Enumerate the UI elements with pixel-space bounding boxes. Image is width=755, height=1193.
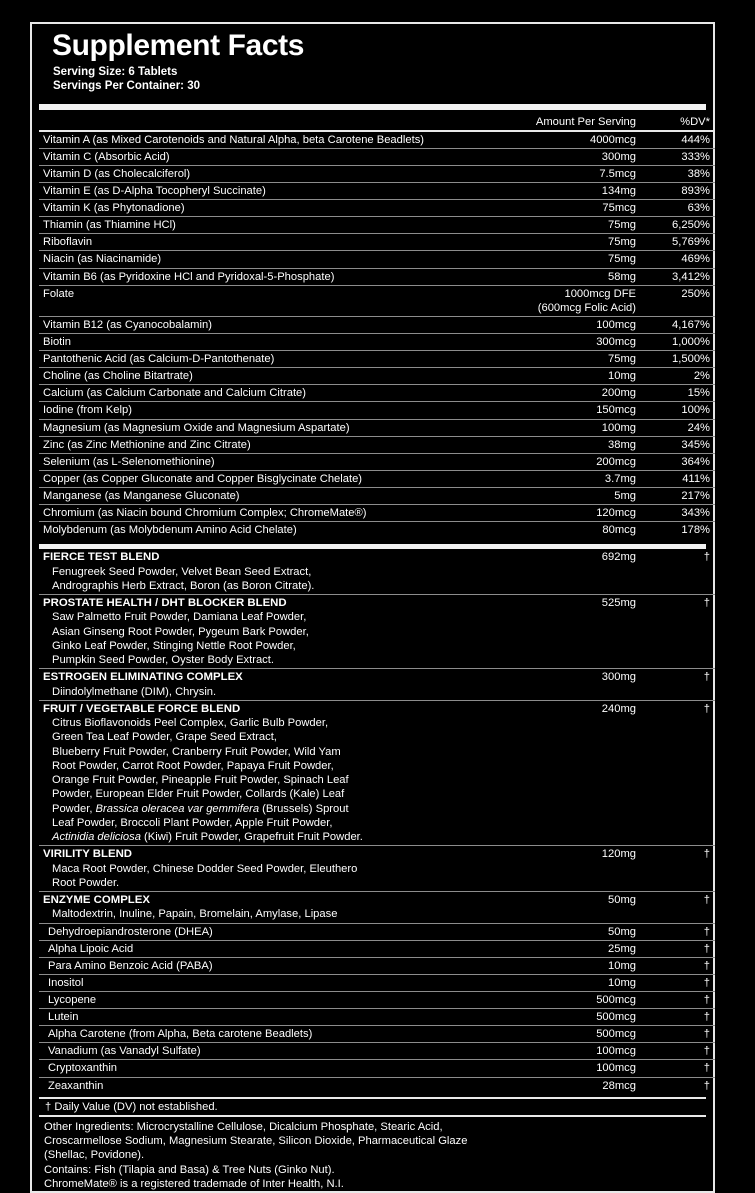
daily-value-header: %DV* (636, 114, 715, 131)
nutrient-daily-value: 469% (636, 251, 715, 268)
table-row (39, 351, 715, 368)
table-row (39, 1026, 715, 1043)
nutrient-name: Vanadium (as Vanadyl Sulfate) (39, 1043, 461, 1060)
supplement-facts-panel (30, 22, 715, 1193)
nutrient-daily-value: † (636, 957, 715, 974)
nutrient-daily-value: 2% (636, 368, 715, 385)
nutrient-name: Zinc (as Zinc Methionine and Zinc Citrate) (39, 436, 461, 453)
blend-daily-value: † (636, 595, 715, 669)
nutrient-amount: 28mcg (461, 1077, 636, 1094)
nutrient-name: Calcium (as Calcium Carbonate and Calcium Citrate) (39, 385, 461, 402)
nutrient-daily-value: † (636, 974, 715, 991)
other-ingredients-line: ChromeMate® is a registered trademade of Inter Health, N.I. (44, 1177, 344, 1190)
nutrient-amount: 38mg (461, 436, 636, 453)
blend-title: ESTROGEN ELIMINATING COMPLEX (43, 671, 243, 684)
nutrient-daily-value: † (636, 1060, 715, 1077)
nutrient-name: Vitamin A (as Mixed Carotenoids and Natural Alpha, beta Carotene Beadlets) (43, 133, 425, 146)
blend-ingredient-line: Blueberry Fruit Powder, Cranberry Fruit Powder, Wild Yam (52, 745, 341, 758)
blend-daily-value: † (636, 846, 715, 892)
table-row (39, 505, 715, 522)
table-row (39, 992, 715, 1009)
nutrient-amount: 4000mcg (589, 133, 636, 146)
blend-row (39, 700, 715, 845)
nutrient-amount: 50mg (461, 923, 636, 940)
nutrient-name: Riboflavin (39, 234, 461, 251)
blend-title: FIERCE TEST BLEND (43, 551, 160, 564)
nutrient-daily-value: † (636, 1043, 715, 1060)
blend-amount: 525mg (461, 595, 636, 669)
nutrient-name: Para Amino Benzoic Acid (PABA) (39, 957, 461, 974)
blend-title: PROSTATE HEALTH / DHT BLOCKER BLEND (43, 597, 287, 610)
other-ingredients-line: Other Ingredients: Microcrystalline Cellulose, Dicalcium Phosphate, Stearic Acid, (44, 1120, 443, 1133)
blend-amount: 50mg (461, 892, 636, 924)
nutrient-rows-body (39, 132, 715, 539)
blend-ingredient-line: Green Tea Leaf Powder, Grape Seed Extract, (52, 731, 277, 744)
nutrient-name: Vitamin D (as Cholecalciferol) (39, 165, 461, 182)
nutrient-amount: 5mg (461, 487, 636, 504)
blend-title: ENZYME COMPLEX (43, 894, 150, 906)
nutrient-daily-value: † (636, 1009, 715, 1026)
table-row (39, 1043, 715, 1060)
blend-daily-value: † (636, 700, 715, 845)
nutrient-daily-value: 893% (636, 182, 715, 199)
table-row (39, 419, 715, 436)
nutrient-amount: 75mg (461, 234, 636, 251)
nutrient-amount: 25mg (461, 940, 636, 957)
blend-ingredient-line: Saw Palmetto Fruit Powder, Damiana Leaf Powder, (52, 611, 307, 624)
blend-row (39, 669, 715, 701)
table-row (39, 487, 715, 504)
nutrient-amount: 80mcg (461, 522, 636, 539)
blend-name-cell (39, 700, 461, 845)
blend-title: FRUIT / VEGETABLE FORCE BLEND (43, 702, 241, 715)
nutrient-daily-value: 5,769% (636, 234, 715, 251)
nutrient-rows-table (39, 132, 715, 539)
table-row (39, 453, 715, 470)
nutrients-header-row (39, 114, 715, 131)
blend-ingredient-line: Powder, Brassica oleracea var gemmifera (Brussels) Sprout (52, 802, 349, 815)
nutrient-name: Lutein (39, 1009, 461, 1026)
blend-row (39, 846, 715, 892)
nutrient-amount: 75mg (461, 217, 636, 234)
other-ingredients-line: Contains: Fish (Tilapia and Basa) & Tree Nuts (Ginko Nut). (44, 1163, 335, 1176)
blend-amount: 240mg (461, 700, 636, 845)
latin-name: Brassica oleracea var gemmifera (95, 802, 260, 815)
panel-inner (32, 30, 713, 99)
blend-name-cell (39, 549, 461, 594)
table-row (39, 132, 715, 149)
nutrient-amount: 3.7mg (461, 470, 636, 487)
nutrient-daily-value: 333% (636, 148, 715, 165)
table-row (39, 316, 715, 333)
nutrient-daily-value: 4,167% (636, 316, 715, 333)
nutrient-daily-value: 411% (636, 470, 715, 487)
table-row (39, 385, 715, 402)
nutrient-amount: 150mcg (461, 402, 636, 419)
blend-row (39, 892, 715, 924)
nutrient-amount: 100mg (461, 419, 636, 436)
nutrient-daily-value: 3,412% (636, 268, 715, 285)
blend-ingredient-line: Asian Ginseng Root Powder, Pygeum Bark Powder, (52, 625, 309, 638)
nutrients-blends-gap (39, 538, 706, 541)
nutrient-amount: 300mg (461, 148, 636, 165)
nutrient-name: Vitamin B12 (as Cyanocobalamin) (39, 316, 461, 333)
blend-ingredient-line: Diindolylmethane (DIM), Chrysin. (52, 685, 217, 698)
nutrient-name: Cryptoxanthin (39, 1060, 461, 1077)
nutrient-amount: 7.5mcg (461, 165, 636, 182)
table-row (39, 923, 715, 940)
nutrient-name-header (39, 114, 461, 131)
other-ingredients-line: (Shellac, Povidone). (44, 1149, 145, 1162)
nutrient-daily-value: 1,500% (636, 351, 715, 368)
blend-name-cell (39, 595, 461, 669)
blend-ingredient-line: Actinidia deliciosa (Kiwi) Fruit Powder, Grapefruit Fruit Powder. (52, 830, 363, 843)
nutrient-amount: 500mcg (461, 1026, 636, 1043)
table-row (39, 470, 715, 487)
blend-ingredient-line: Root Powder, Carrot Root Powder, Papaya Fruit Powder, (52, 759, 334, 772)
blend-ingredient-line: Maca Root Powder, Chinese Dodder Seed Powder, Eleuthero (52, 862, 358, 875)
table-row (39, 148, 715, 165)
nutrient-name: Alpha Lipoic Acid (39, 940, 461, 957)
nutrient-daily-value: 343% (636, 505, 715, 522)
nutrient-daily-value: 100% (636, 402, 715, 419)
blend-ingredient-line: Root Powder. (52, 876, 120, 889)
blend-daily-value: † (703, 551, 710, 564)
nutrient-name: Thiamin (as Thiamine HCl) (39, 217, 461, 234)
nutrient-amount: 100mcg (461, 316, 636, 333)
nutrient-amount: 200mcg (461, 453, 636, 470)
nutrient-name: Folate (39, 285, 461, 316)
nutrient-name: Vitamin B6 (as Pyridoxine HCl and Pyridoxal-5-Phosphate) (39, 268, 461, 285)
blend-ingredient-line: Orange Fruit Powder, Pineapple Fruit Powder, Spinach Leaf (52, 774, 349, 787)
nutrient-name: Zeaxanthin (39, 1077, 461, 1094)
blends-table-body (39, 549, 715, 1093)
nutrient-daily-value: † (636, 923, 715, 940)
nutrient-name: Alpha Carotene (from Alpha, Beta carotene Beadlets) (39, 1026, 461, 1043)
nutrient-amount: 10mg (461, 974, 636, 991)
nutrient-amount: 500mcg (461, 992, 636, 1009)
blend-ingredient-line: Ginko Leaf Powder, Stinging Nettle Root Powder, (52, 639, 296, 652)
blend-ingredient-line: Powder, European Elder Fruit Powder, Collards (Kale) Leaf (52, 788, 345, 801)
blend-ingredient-line: Leaf Powder, Broccoli Plant Powder, Apple Fruit Powder, (52, 816, 333, 829)
nutrient-amount: 200mg (461, 385, 636, 402)
nutrient-name: Inositol (39, 974, 461, 991)
nutrient-amount-secondary: (600mcg Folic Acid) (537, 301, 636, 314)
nutrient-amount: 100mcg (461, 1043, 636, 1060)
nutrient-name: Vitamin K (as Phytonadione) (39, 200, 461, 217)
amount-per-serving-header: Amount Per Serving (461, 114, 636, 131)
nutrient-amount: 100mcg (461, 1060, 636, 1077)
nutrient-name: Vitamin E (as D-Alpha Tocopheryl Succinate) (39, 182, 461, 199)
nutrients-table-body (39, 114, 715, 131)
nutrient-amount: 1000mcg DFE (600mcg Folic Acid) (461, 285, 636, 316)
table-row (39, 165, 715, 182)
table-row (39, 368, 715, 385)
nutrient-name: Magnesium (as Magnesium Oxide and Magnesium Aspartate) (39, 419, 461, 436)
table-row (39, 940, 715, 957)
table-row (39, 182, 715, 199)
nutrient-amount: 10mg (461, 957, 636, 974)
blend-row (39, 595, 715, 669)
nutrient-name: Chromium (as Niacin bound Chromium Complex; ChromeMate®) (39, 505, 461, 522)
nutrient-name: Copper (as Copper Gluconate and Copper Bisglycinate Chelate) (39, 470, 461, 487)
nutrient-amount: 10mg (461, 368, 636, 385)
nutrient-daily-value: 63% (636, 200, 715, 217)
nutrient-name: Selenium (as L-Selenomethionine) (39, 453, 461, 470)
nutrient-name: Iodine (from Kelp) (39, 402, 461, 419)
table-row (39, 285, 715, 316)
servings-per-container-text: Servings Per Container: 30 (53, 79, 200, 92)
nutrient-name: Manganese (as Manganese Gluconate) (39, 487, 461, 504)
blend-ingredient-line: Pumpkin Seed Powder, Oyster Body Extract. (52, 654, 274, 667)
blend-ingredient-line: Citrus Bioflavonoids Peel Complex, Garlic Bulb Powder, (52, 717, 329, 730)
table-row (39, 251, 715, 268)
nutrient-name: Dehydroepiandrosterone (DHEA) (39, 923, 461, 940)
nutrient-daily-value: 6,250% (636, 217, 715, 234)
blend-amount: 300mg (461, 669, 636, 701)
nutrient-name: Lycopene (39, 992, 461, 1009)
nutrient-name: Pantothenic Acid (as Calcium-D-Pantothenate) (39, 351, 461, 368)
table-row (39, 1009, 715, 1026)
other-ingredients-block (32, 1117, 713, 1192)
table-row (39, 333, 715, 350)
nutrient-daily-value: 1,000% (636, 333, 715, 350)
blend-ingredient-line: Maltodextrin, Inuline, Papain, Bromelain, Amylase, Lipase (52, 908, 338, 921)
table-row (39, 268, 715, 285)
nutrient-daily-value: 38% (636, 165, 715, 182)
nutrient-name: Niacin (as Niacinamide) (39, 251, 461, 268)
nutrient-daily-value: † (636, 940, 715, 957)
nutrient-daily-value: 24% (636, 419, 715, 436)
nutrient-daily-value: 15% (636, 385, 715, 402)
nutrient-amount: 134mg (461, 182, 636, 199)
nutrient-amount: 300mcg (461, 333, 636, 350)
table-row (39, 957, 715, 974)
nutrient-name: Biotin (39, 333, 461, 350)
daily-value-footnote: † Daily Value (DV) not established. (39, 1097, 706, 1117)
blend-daily-value: † (636, 892, 715, 924)
nutrient-name: Molybdenum (as Molybdenum Amino Acid Chelate) (39, 522, 461, 539)
blend-name-cell (39, 846, 461, 892)
table-row (39, 402, 715, 419)
nutrient-daily-value: † (636, 1077, 715, 1094)
nutrient-amount: 75mcg (461, 200, 636, 217)
other-ingredients-line: Croscarmellose Sodium, Magnesium Stearate, Silicon Dioxide, Pharmaceutical Glaze (44, 1135, 468, 1147)
table-row (39, 1060, 715, 1077)
nutrient-daily-value: 178% (636, 522, 715, 539)
table-row (39, 974, 715, 991)
nutrient-amount: 500mcg (461, 1009, 636, 1026)
table-row (39, 234, 715, 251)
nutrient-daily-value: 345% (636, 436, 715, 453)
table-row (39, 217, 715, 234)
nutrient-daily-value: † (636, 1026, 715, 1043)
nutrient-amount: 75mg (461, 251, 636, 268)
table-row (39, 522, 715, 539)
nutrient-daily-value: 217% (636, 487, 715, 504)
nutrient-daily-value: 444% (681, 133, 710, 146)
nutrient-daily-value: 364% (636, 453, 715, 470)
nutrient-name: Vitamin C (Absorbic Acid) (39, 148, 461, 165)
nutrient-amount: 120mcg (461, 505, 636, 522)
nutrient-amount: 75mg (461, 351, 636, 368)
table-row (39, 200, 715, 217)
blend-ingredient-line: Fenugreek Seed Powder, Velvet Bean Seed Extract, (52, 565, 312, 578)
nutrient-name: Choline (as Choline Bitartrate) (39, 368, 461, 385)
blends-table (39, 549, 715, 1093)
serving-size-text: Serving Size: 6 Tablets (53, 65, 178, 78)
nutrient-daily-value: 250% (636, 285, 715, 316)
latin-name: Actinidia deliciosa (52, 830, 141, 843)
blend-name-cell (39, 892, 461, 924)
blend-amount: 692mg (601, 551, 636, 564)
blend-title: VIRILITY BLEND (43, 848, 133, 861)
nutrient-daily-value: † (636, 992, 715, 1009)
nutrients-table (39, 114, 715, 132)
table-row (39, 436, 715, 453)
blend-row (39, 549, 715, 594)
blend-amount: 120mg (461, 846, 636, 892)
page-title: Supplement Facts (52, 29, 304, 62)
blend-ingredient-line: Andrographis Herb Extract, Boron (as Boron Citrate). (52, 579, 315, 592)
blend-daily-value: † (636, 669, 715, 701)
blend-name-cell (39, 669, 461, 701)
nutrient-amount: 58mg (461, 268, 636, 285)
